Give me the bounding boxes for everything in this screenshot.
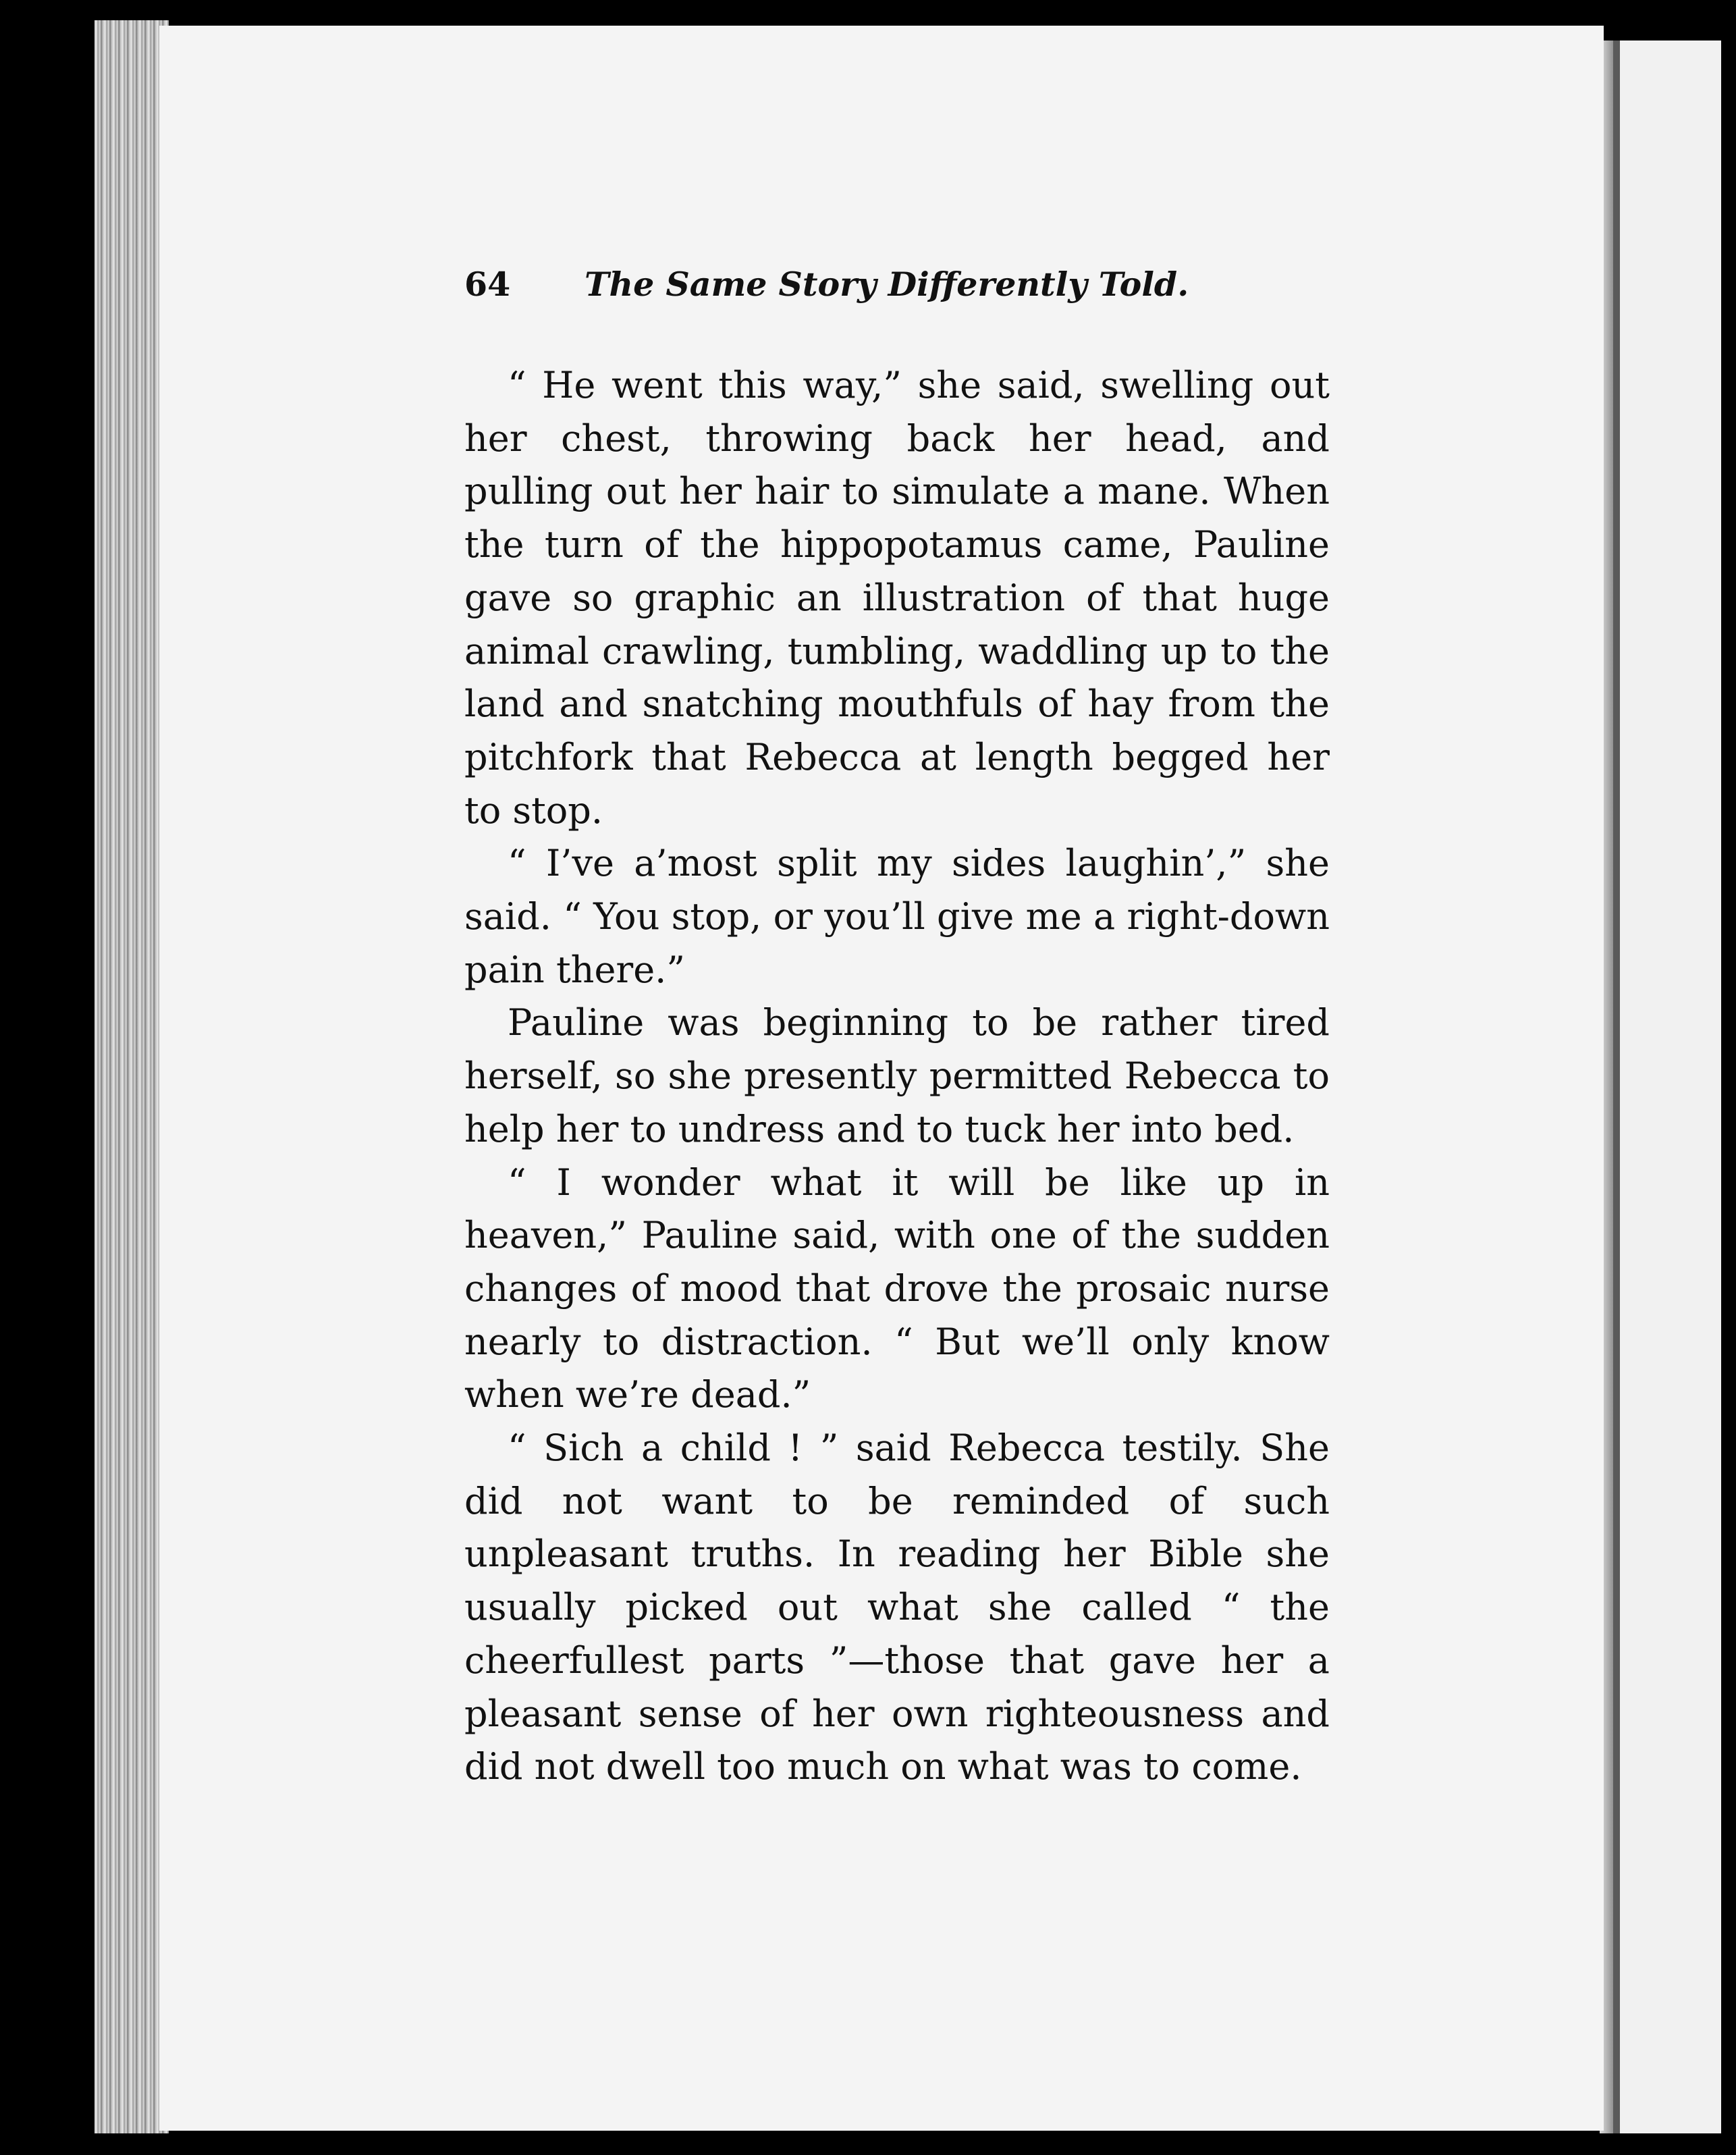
paragraph-1: “ He went this way,” she said, swelling out her chest, throwing back her head, and pulling out her hair to simulate a mane. When the turn of the hippopotamus came, Pauline gave so graphic an illustration of that huge animal crawling, tumbling, waddling up to the land and snatching mouthfuls of hay from the pitchfork that Rebecca at length begged her to stop. [464,364,1330,832]
body-text [464,359,1330,1794]
page-number: 64 [464,265,511,304]
paragraph-4: “ I wonder what it will be like up in heaven,” Pauline said, with one of the sudden changes of mood that drove the prosaic nurse nearly to distraction. “ But we’ll only know when we’re dead.” [464,1161,1330,1416]
paragraph-2: “ I’ve a’most split my sides laughin’,” she said. “ You stop, or you’ll give me a right-down pain there.” [464,842,1330,991]
running-title: The Same Story Differently Told. [585,265,1189,304]
paragraph-5: “ Sich a child ! ” said Rebecca testily. She did not want to be reminded of such unpleasant truths. In reading her Bible she usually picked out what she called “ the cheerfullest parts ”—those that gave her a pleasant sense of her own righteousness and did not dwell too much on what was to come. [464,1427,1330,1788]
facing-page-edge [1613,41,1721,2133]
running-head [464,265,1214,325]
page-edges [94,20,169,2133]
paragraph-3: Pauline was beginning to be rather tired herself, so she presently permitted Rebecca to help her to undress and to tuck her into bed. [464,1001,1330,1150]
